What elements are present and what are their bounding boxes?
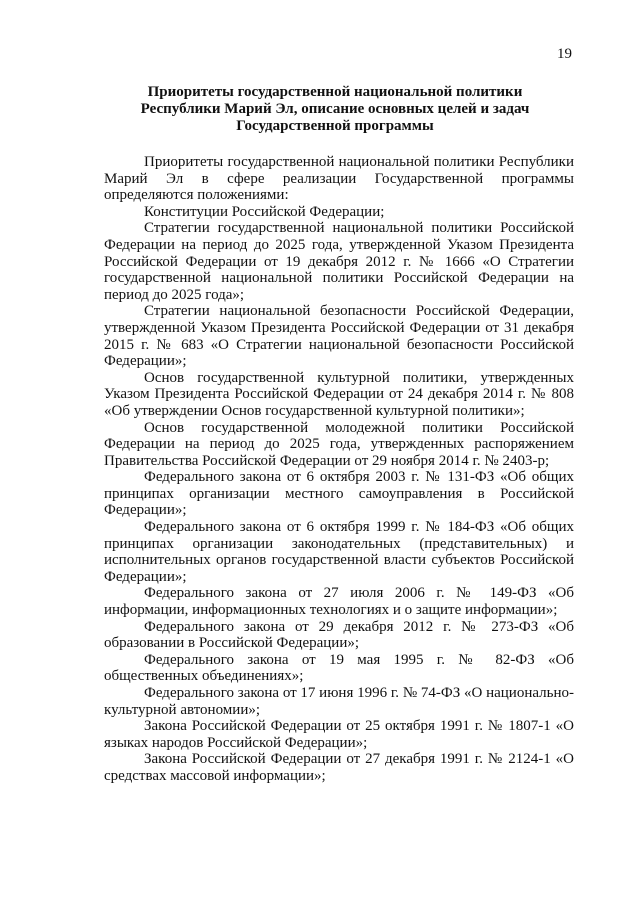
paragraph-law-1807-1: Закона Российской Федерации от 25 октября 1991 г. № 1807-1 «О языках народов Российской Федерации»; xyxy=(104,718,574,751)
section-title-line-1: Приоритеты государственной национальной политики xyxy=(147,84,523,100)
paragraph-law-2124-1: Закона Российской Федерации от 27 декабря 1991 г. № 2124-1 «О средствах массовой информации»; xyxy=(104,751,574,784)
page-number: 19 xyxy=(557,46,572,62)
paragraph-law-149fz: Федерального закона от 27 июля 2006 г. № 149-ФЗ «Об информации, информационных технологиях и о защите информации»; xyxy=(104,585,574,619)
section-title-line-3: Государственной программы xyxy=(236,118,434,134)
paragraph-youth-policy: Основ государственной молодежной политики Российской Федерации на период до 2025 года, утвержденных распоряжением Правительства Российской Федерации от 29 ноября 2014 г. № 2403-р; xyxy=(104,419,574,469)
paragraph-cultural-policy: Основ государственной культурной политики, утвержденных Указом Президента Российской Федерации от 24 декабря 2014 г. № 808 «Об утверждении Основ государственной культурной политики»; xyxy=(104,369,574,419)
paragraph-law-184fz: Федерального закона от 6 октября 1999 г. № 184-ФЗ «Об общих принципах организации законодательных (представительных) и исполнительных органов государственной власти субъектов Российской Федерации»; xyxy=(104,519,574,585)
paragraph-law-74fz: Федерального закона от 17 июня 1996 г. № 74-ФЗ «О национально-культурной автономии»; xyxy=(104,685,574,718)
paragraph-national-policy-strategy: Стратегии государственной национальной политики Российской Федерации на период до 2025 года, утвержденной Указом Президента Российской Федерации от 19 декабря 2012 г. № 1666 «О Стратегии государственной национальной политики Российской Федерации на период до 2025 года»; xyxy=(104,220,574,303)
paragraph-intro: Приоритеты государственной национальной политики Республики Марий Эл в сфере реализации Государственной программы определяются положениями: xyxy=(104,154,574,204)
paragraph-law-82fz: Федерального закона от 19 мая 1995 г. № 82-ФЗ «Об общественных объединениях»; xyxy=(104,651,574,685)
section-title xyxy=(100,84,570,135)
paragraph-law-131fz: Федерального закона от 6 октября 2003 г. № 131-ФЗ «Об общих принципах организации местного самоуправления в Российской Федерации»; xyxy=(104,469,574,519)
section-title-line-2: Республики Марий Эл, описание основных целей и задач xyxy=(140,101,530,117)
paragraph-constitution: Конституции Российской Федерации; xyxy=(144,203,385,220)
body-text xyxy=(104,154,574,785)
paragraph-national-security-strategy: Стратегии национальной безопасности Российской Федерации, утвержденной Указом Президента Российской Федерации от 31 декабря 2015 г. № 683 «О Стратегии национальной безопасности Российской Федерации»; xyxy=(104,303,574,370)
paragraph-law-273fz: Федерального закона от 29 декабря 2012 г. № 273-ФЗ «Об образовании в Российской Федерации»; xyxy=(104,618,574,652)
